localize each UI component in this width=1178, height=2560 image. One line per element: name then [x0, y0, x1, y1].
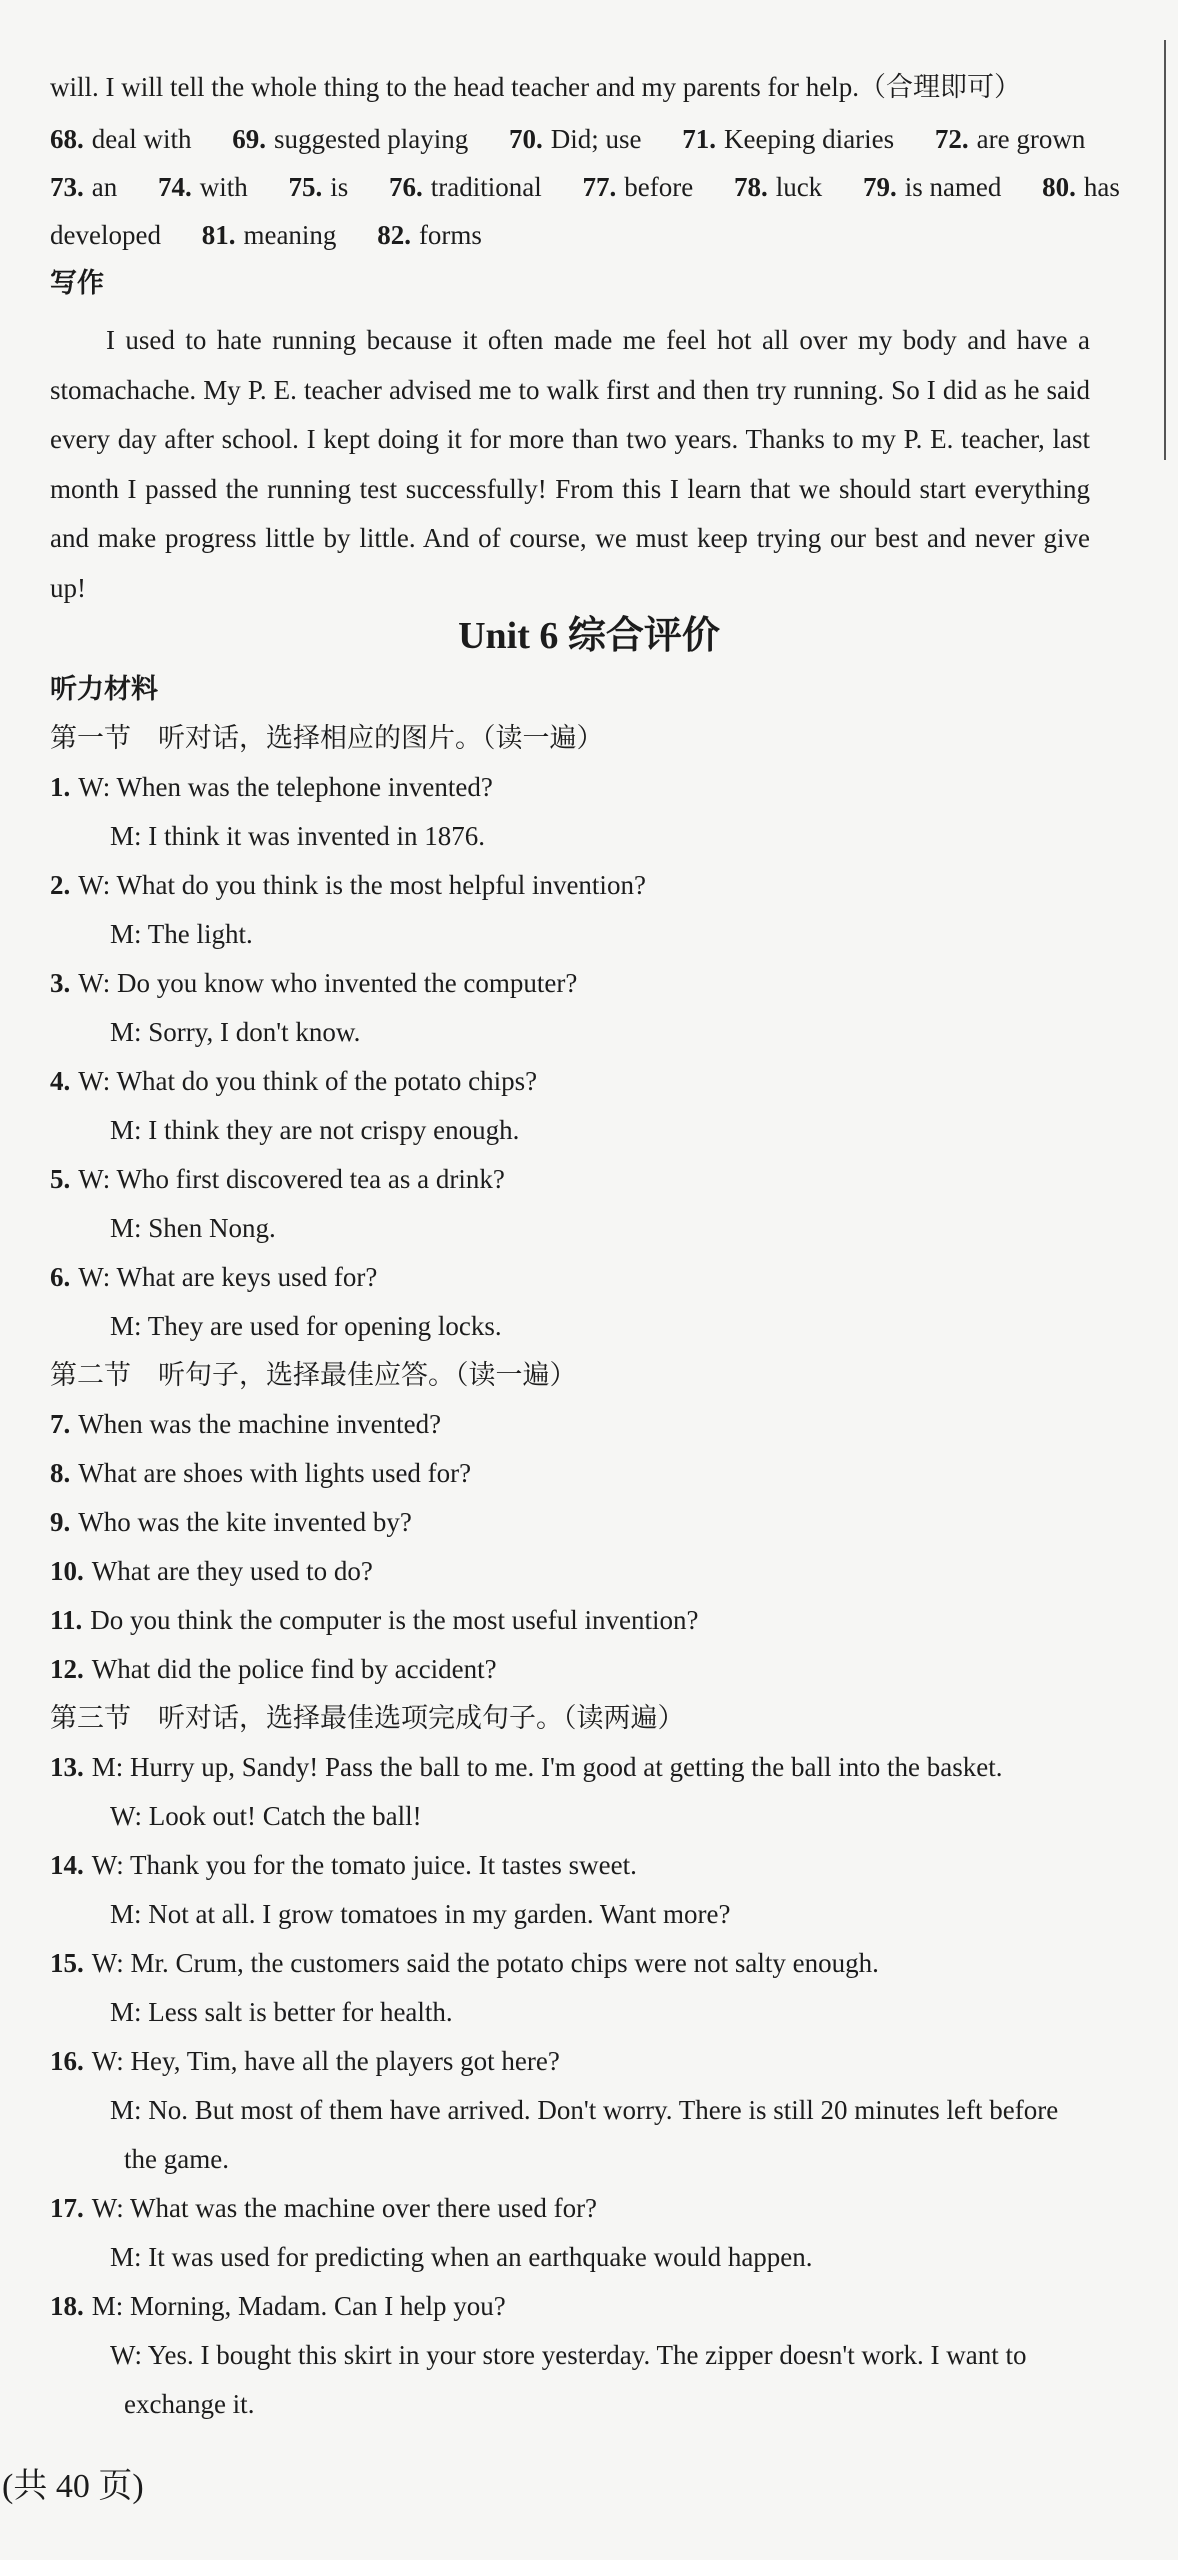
- answer-item: 75. is: [288, 172, 349, 202]
- answer-item: 77. before: [582, 172, 694, 202]
- page-count-footer: (共 40 页): [2, 2468, 144, 2505]
- dialogue-line: 13. M: Hurry up, Sandy! Pass the ball to me. I'm good at getting the ball into the basket.: [50, 1752, 1003, 1782]
- sentence-line: 11. Do you think the computer is the most useful invention?: [50, 1605, 699, 1635]
- answer-item: 71. Keeping diaries: [682, 124, 895, 154]
- dialogue-line: 15. W: Mr. Crum, the customers said the potato chips were not salty enough.: [50, 1948, 879, 1978]
- writing-paragraph: I used to hate running because it often made me feel hot all over my body and have a stomachache. My P. E. teacher advised me to walk first and then try running. So I did as he said every day after school. I kept doing it for more than two years. Thanks to my P. E. teacher, last month I passed the running test successfully! From this I learn that we should start everything and make progress little by little. And of course, we must keep trying our best and never give up!: [50, 325, 1090, 603]
- dialogue-line-continued: exchange it.: [124, 2389, 255, 2419]
- page-edge-line: [1164, 40, 1166, 460]
- dialogue-line: 3. W: Do you know who invented the computer?: [50, 968, 578, 998]
- answer-item: 68. deal with: [50, 124, 192, 154]
- dialogue-line: 4. W: What do you think of the potato chips?: [50, 1066, 538, 1096]
- dialogue-line: M: They are used for opening locks.: [110, 1311, 502, 1341]
- dialogue-line: 18. M: Morning, Madam. Can I help you?: [50, 2291, 506, 2321]
- dialogue-line: M: No. But most of them have arrived. Don't worry. There is still 20 minutes left before: [110, 2095, 1059, 2125]
- dialogue-line: 16. W: Hey, Tim, have all the players got here?: [50, 2046, 560, 2076]
- answer-continuation: developed: [50, 220, 161, 250]
- answer-line-continued: will. I will tell the whole thing to the head teacher and my parents for help.（合理即可）: [50, 72, 1022, 102]
- dialogue-line: M: Less salt is better for health.: [110, 1997, 453, 2027]
- answer-row-68-72: [50, 122, 1085, 156]
- answer-item: 80. has: [1042, 172, 1120, 202]
- dialogue-line: M: Not at all. I grow tomatoes in my garden. Want more?: [110, 1899, 731, 1929]
- sentence-line: 9. Who was the kite invented by?: [50, 1507, 412, 1537]
- dialogue-line: 6. W: What are keys used for?: [50, 1262, 378, 1292]
- sentence-line: 8. What are shoes with lights used for?: [50, 1458, 472, 1488]
- answer-item: 73. an: [50, 172, 118, 202]
- dialogue-line-continued: the game.: [124, 2144, 229, 2174]
- dialogue-line: M: Shen Nong.: [110, 1213, 276, 1243]
- dialogue-line: 14. W: Thank you for the tomato juice. It tastes sweet.: [50, 1850, 637, 1880]
- dialogue-line: 17. W: What was the machine over there used for?: [50, 2193, 598, 2223]
- answer-item: 69. suggested playing: [232, 124, 469, 154]
- dialogue-line: 2. W: What do you think is the most helpful invention?: [50, 870, 646, 900]
- unit-title: Unit 6 综合评价: [458, 615, 720, 657]
- dialogue-line: W: Yes. I bought this skirt in your store yesterday. The zipper doesn't work. I want to: [110, 2340, 1027, 2370]
- answer-item: 76. traditional: [389, 172, 542, 202]
- dialogue-line: 5. W: Who first discovered tea as a drink?: [50, 1164, 505, 1194]
- sentence-line: 10. What are they used to do?: [50, 1556, 373, 1586]
- answer-item: 72. are grown: [934, 124, 1086, 154]
- answer-item: 78. luck: [733, 172, 823, 202]
- dialogue-line: M: The light.: [110, 919, 253, 949]
- sentence-line: 7. When was the machine invented?: [50, 1409, 442, 1439]
- dialogue-line: M: I think they are not crispy enough.: [110, 1115, 520, 1145]
- dialogue-line: M: I think it was invented in 1876.: [110, 821, 485, 851]
- answer-item: 74. with: [157, 172, 248, 202]
- section-3-heading: 第三节 听对话，选择最佳选项完成句子。（读两遍）: [50, 1703, 685, 1733]
- answer-item: 82. forms: [377, 220, 482, 250]
- sentence-line: 12. What did the police find by accident?: [50, 1654, 497, 1684]
- answer-row-81-82: [50, 218, 482, 252]
- dialogue-line: W: Look out! Catch the ball!: [110, 1801, 422, 1831]
- listening-heading: 听力材料: [50, 674, 158, 704]
- section-2-heading: 第二节 听句子，选择最佳应答。（读一遍）: [50, 1360, 577, 1390]
- answer-item: 70. Did; use: [508, 124, 642, 154]
- answer-item: 81. meaning: [201, 220, 337, 250]
- section-1-heading: 第一节 听对话，选择相应的图片。（读一遍）: [50, 723, 604, 753]
- dialogue-line: M: It was used for predicting when an earthquake would happen.: [110, 2242, 813, 2272]
- answer-item: 79. is named: [862, 172, 1002, 202]
- answer-row-73-80: [50, 170, 1120, 204]
- dialogue-line: 1. W: When was the telephone invented?: [50, 772, 493, 802]
- writing-heading: 写作: [50, 268, 104, 298]
- dialogue-line: M: Sorry, I don't know.: [110, 1017, 361, 1047]
